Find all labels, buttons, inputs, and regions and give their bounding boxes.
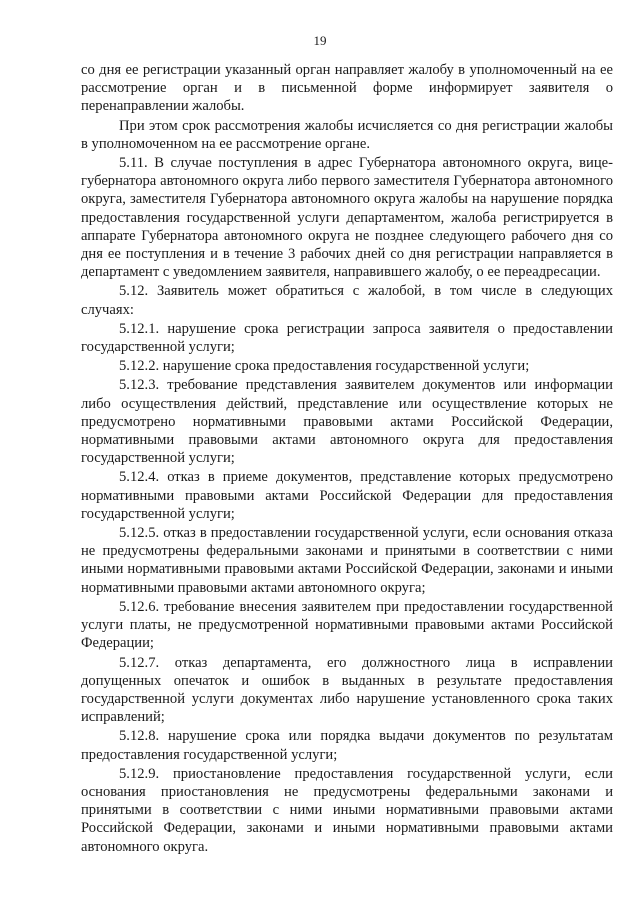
paragraph-continuation: со дня ее регистрации указанный орган направляет жалобу в уполномоченный на ее рассмотрение орган и в письменной форме информирует заявителя о перенаправлении жалобы.: [81, 62, 613, 115]
page-number: 19: [313, 33, 327, 48]
document-body: [81, 61, 613, 857]
paragraph-5-11: 5.11. В случае поступления в адрес Губернатора автономного округа, вице-губернатора автономного округа либо первого заместителя Губернатора автономного округа, заместителя Губернатора автономного округа жалобы на нарушение порядка предоставления государственной услуги департаментом, жалоба регистрируется в аппарате Губернатора автономного округа не позднее следующего рабочего дня со дня ее поступления и в течение 3 рабочих дней со дня регистрации направляется в департамент с уведомлением заявителя, направившего жалобу, о ее переадресации.: [81, 155, 613, 281]
paragraph-5-12-4: 5.12.4. отказ в приеме документов, представление которых предусмотрено нормативными правовыми актами Российской Федерации для предоставления государственной услуги;: [81, 469, 613, 522]
paragraph-5-12-8: 5.12.8. нарушение срока или порядка выдачи документов по результатам предоставления государственной услуги;: [81, 728, 613, 763]
paragraph-complaint-term: При этом срок рассмотрения жалобы исчисляется со дня регистрации жалобы в уполномоченном на ее рассмотрение органе.: [81, 117, 613, 152]
paragraph-5-12: 5.12. Заявитель может обратиться с жалобой, в том числе в следующих случаях:: [81, 283, 613, 318]
paragraph-5-12-9: 5.12.9. приостановление предоставления государственной услуги, если основания приостановления не предусмотрены федеральными законами и принятыми в соответствии с ними иными нормативными правовыми актами Российской Федерации, законами и иными нормативными правовыми актами автономного округа.: [81, 765, 613, 855]
paragraph-5-12-3: 5.12.3. требование представления заявителем документов или информации либо осуществления действий, представление или осуществление которых не предусмотрено нормативными правовыми актами Российской Федерации, нормативными правовыми актами автономного округа для предоставления государственной услуги;: [81, 377, 613, 467]
paragraph-5-12-2: 5.12.2. нарушение срока предоставления государственной услуги;: [119, 358, 530, 375]
paragraph-5-12-7: 5.12.7. отказ департамента, его должностного лица в исправлении допущенных опечаток и ошибок в выданных в результате предоставления государственной услуги документах либо нарушение установленного срока таких исправлений;: [81, 654, 613, 726]
paragraph-5-12-6: 5.12.6. требование внесения заявителем при предоставлении государственной услуги платы, не предусмотренной нормативными правовыми актами Российской Федерации;: [81, 598, 613, 652]
paragraph-5-12-5: 5.12.5. отказ в предоставлении государственной услуги, если основания отказа не предусмотрены федеральными законами и принятыми в соответствии с ними иными нормативными правовыми актами Российской Федерации, законами и иными нормативными правовыми актами автономного округа;: [81, 525, 613, 596]
paragraph-5-12-1: 5.12.1. нарушение срока регистрации запроса заявителя о предоставлении государственной услуги;: [81, 320, 613, 356]
